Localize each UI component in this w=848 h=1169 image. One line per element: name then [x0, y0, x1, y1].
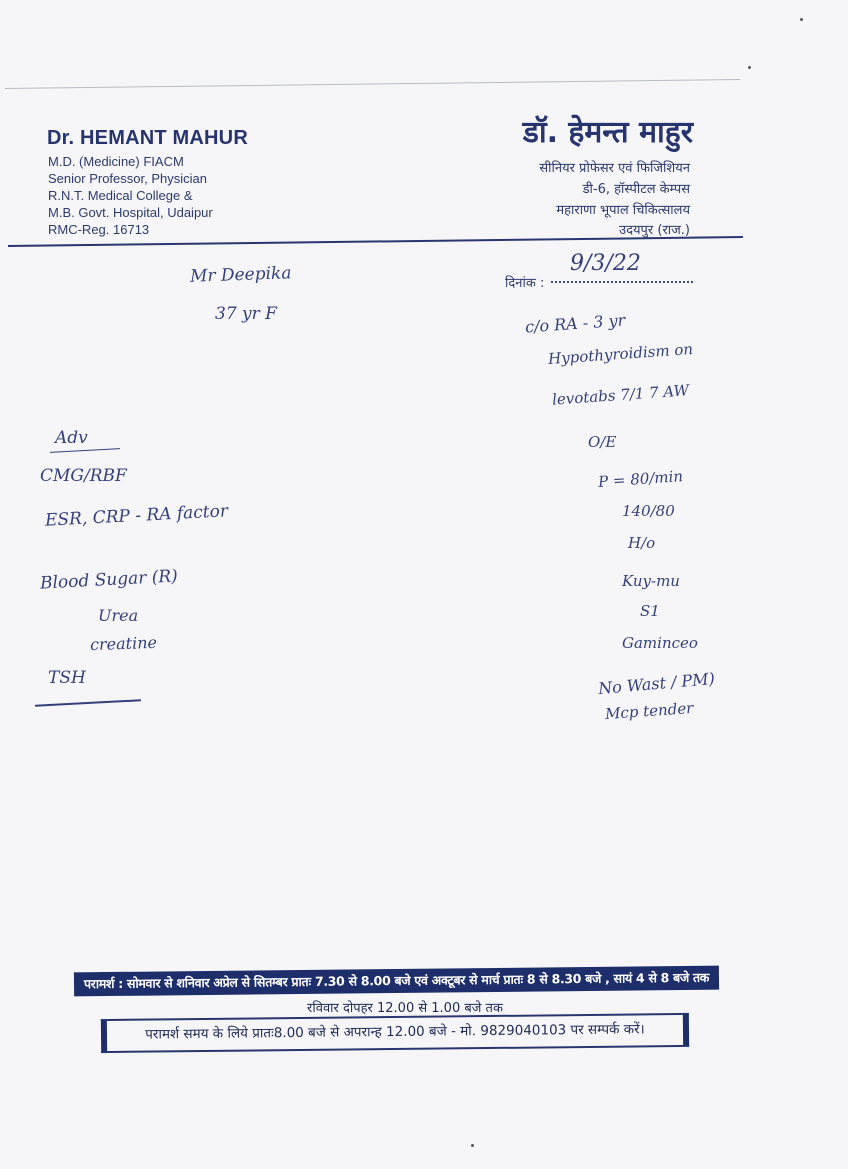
- registration-line: RMC-Reg. 16713: [48, 222, 150, 237]
- college-line: R.N.T. Medical College &: [48, 188, 193, 203]
- history-line: levotabs 7/1 7 AW: [551, 381, 690, 409]
- hindi-city-line: उदयपुर (राज.): [618, 223, 690, 238]
- patient-age: 37 yr F: [215, 304, 277, 324]
- exam-line: P = 80/min: [597, 467, 684, 491]
- top-rule: [5, 79, 740, 89]
- history-line: Hypothyroidism on: [547, 339, 694, 369]
- advice-item: CMG/RBF: [40, 466, 127, 486]
- paper-speck: [800, 18, 803, 21]
- sunday-hours: रविवार दोपहर 12.00 से 1.00 बजे तक: [307, 1001, 503, 1016]
- appointment-contact-box: परामर्श समय के लिये प्रातः8.00 बजे से अपरान्ह 12.00 बजे - मो. 9829040103 पर सम्पर्क करें।: [101, 1013, 689, 1053]
- hindi-address-line: डी-6, हॉस्पीटल केम्पस: [582, 182, 690, 197]
- advice-item: creatine: [89, 632, 158, 655]
- hindi-designation-line: सीनियर प्रोफेसर एवं फिजिशियन: [539, 161, 690, 176]
- qualification-line: M.D. (Medicine) FIACM: [48, 154, 184, 169]
- exam-line: S1: [640, 602, 660, 620]
- exam-line: Kuy-mu: [622, 572, 680, 590]
- date-dotted-line: [551, 281, 693, 283]
- patient-name: Mr Deepika: [189, 263, 292, 287]
- paper-speck: [471, 1144, 474, 1147]
- exam-line: Gaminceo: [622, 634, 698, 652]
- designation-line: Senior Professor, Physician: [48, 171, 207, 186]
- paper-speck: [748, 66, 751, 69]
- hospital-line: M.B. Govt. Hospital, Udaipur: [48, 205, 213, 220]
- history-line: c/o RA - 3 yr: [524, 310, 626, 337]
- advice-item: TSH: [48, 668, 86, 688]
- exam-line: No Wast / PM): [597, 668, 716, 699]
- consultation-hours-banner: परामर्श : सोमवार से शनिवार अप्रेल से सितम्बर प्रातः 7.30 से 8.00 बजे एवं अक्टूबर से मार्च प्रातः 8 से 8.30 बजे , सायं 4 से 8 बजे तक: [74, 966, 719, 997]
- hindi-hospital-line: महाराणा भूपाल चिकित्सालय: [556, 203, 690, 218]
- exam-line: O/E: [588, 433, 617, 451]
- doctor-name-english: Dr. HEMANT MAHUR: [47, 127, 248, 149]
- advice-item: ESR, CRP - RA factor: [44, 501, 229, 531]
- exam-line: H/o: [628, 534, 656, 552]
- advice-end-line: [35, 699, 141, 707]
- advice-underline: [50, 448, 120, 453]
- advice-title: Adv: [55, 428, 88, 448]
- advice-item: Blood Sugar (R): [39, 566, 179, 594]
- date-label: दिनांक :: [505, 276, 545, 291]
- advice-item: Urea: [98, 606, 139, 625]
- exam-line: Mcp tender: [604, 698, 694, 724]
- doctor-name-hindi: डॉ. हेमन्त माहुर: [522, 115, 693, 150]
- exam-line: 140/80: [622, 502, 675, 520]
- date-value: 9/3/22: [570, 251, 641, 276]
